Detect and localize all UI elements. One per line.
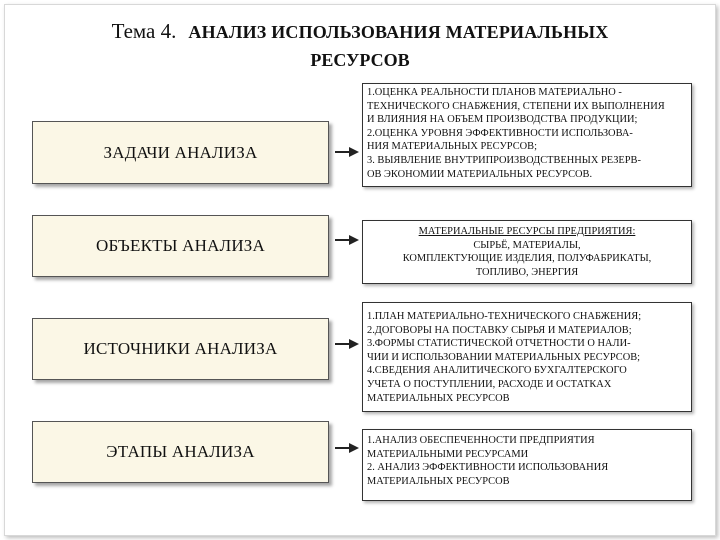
arrow-right-icon	[335, 146, 359, 158]
detail-line: 3. ВЫЯВЛЕНИЕ ВНУТРИПРОИЗВОДСТВЕННЫХ РЕЗЕРВ-	[367, 154, 641, 166]
detail-line: 1.ПЛАН МАТЕРИАЛЬНО-ТЕХНИЧЕСКОГО СНАБЖЕНИЯ;	[367, 311, 642, 322]
arrow-right-icon	[335, 338, 359, 350]
detail-line: 1.ОЦЕНКА РЕАЛЬНОСТИ ПЛАНОВ МАТЕРИАЛЬНО -	[367, 87, 622, 98]
stages-label: ЭТАПЫ АНАЛИЗА	[106, 442, 255, 461]
detail-line: НИЯ МАТЕРИАЛЬНЫХ РЕСУРСОВ;	[367, 141, 537, 153]
detail-line: МАТЕРИАЛЬНЫМИ РЕСУРСАМИ	[367, 448, 529, 460]
detail-line: МАТЕРИАЛЬНЫЕ РЕСУРСЫ ПРЕДПРИЯТИЯ:	[418, 226, 636, 237]
detail-line: 2.ДОГОВОРЫ НА ПОСТАВКУ СЫРЬЯ И МАТЕРИАЛОВ;	[367, 324, 632, 336]
detail-line: МАТЕРИАЛЬНЫХ РЕСУРСОВ	[367, 392, 510, 404]
tasks-label: ЗАДАЧИ АНАЛИЗА	[103, 142, 258, 162]
tasks-label-box	[32, 121, 329, 184]
sources-label-box	[32, 318, 329, 380]
title-main: АНАЛИЗ ИСПОЛЬЗОВАНИЯ МАТЕРИАЛЬНЫХ	[188, 22, 609, 42]
stages-detail-box	[362, 429, 692, 501]
stages-label-box	[32, 421, 329, 483]
detail-line: МАТЕРИАЛЬНЫХ РЕСУРСОВ	[367, 475, 510, 487]
objects-label-box	[32, 215, 329, 277]
detail-line: 1.АНАЛИЗ ОБЕСПЕЧЕННОСТИ ПРЕДПРИЯТИЯ	[367, 435, 595, 446]
detail-line: ОВ ЭКОНОМИИ МАТЕРИАЛЬНЫХ РЕСУРСОВ.	[367, 168, 593, 180]
detail-line: ТЕХНИЧЕСКОГО СНАБЖЕНИЯ, СТЕПЕНИ ИХ ВЫПОЛНЕНИЯ	[367, 100, 665, 112]
arrow-right-icon	[335, 234, 359, 246]
detail-line: 4.СВЕДЕНИЯ АНАЛИТИЧЕСКОГО БУХГАЛТЕРСКОГО	[367, 365, 627, 377]
detail-line: 2. АНАЛИЗ ЭФФЕКТИВНОСТИ ИСПОЛЬЗОВАНИЯ	[367, 462, 609, 474]
detail-line: И ВЛИЯНИЯ НА ОБЪЕМ ПРОИЗВОДСТВА ПРОДУКЦИИ;	[367, 114, 638, 126]
sources-label: ИСТОЧНИКИ АНАЛИЗА	[83, 339, 278, 358]
detail-line: ТОПЛИВО, ЭНЕРГИЯ	[475, 266, 579, 278]
arrow-right-icon	[335, 442, 359, 454]
detail-line: СЫРЬЁ, МАТЕРИАЛЫ,	[473, 239, 581, 251]
objects-detail-box	[362, 220, 692, 284]
detail-line: 3.ФОРМЫ СТАТИСТИЧЕСКОЙ ОТЧЕТНОСТИ О НАЛИ-	[367, 338, 631, 350]
detail-line: УЧЕТА О ПОСТУПЛЕНИИ, РАСХОДЕ И ОСТАТКАХ	[367, 378, 612, 390]
title-line2: РЕСУРСОВ	[310, 50, 410, 70]
slide-title	[0, 18, 720, 73]
detail-line: КОМПЛЕКТУЮЩИЕ ИЗДЕЛИЯ, ПОЛУФАБРИКАТЫ,	[402, 253, 652, 265]
sources-detail-box	[362, 302, 692, 412]
detail-line: 2.ОЦЕНКА УРОВНЯ ЭФФЕКТИВНОСТИ ИСПОЛЬЗОВА-	[367, 127, 633, 139]
objects-label: ОБЪЕКТЫ АНАЛИЗА	[95, 236, 265, 255]
tasks-detail-box	[362, 83, 692, 187]
detail-line: ЧИИ И ИСПОЛЬЗОВАНИИ МАТЕРИАЛЬНЫХ РЕСУРСОВ;	[367, 351, 641, 363]
title-prefix: Тема 4.	[111, 19, 177, 43]
